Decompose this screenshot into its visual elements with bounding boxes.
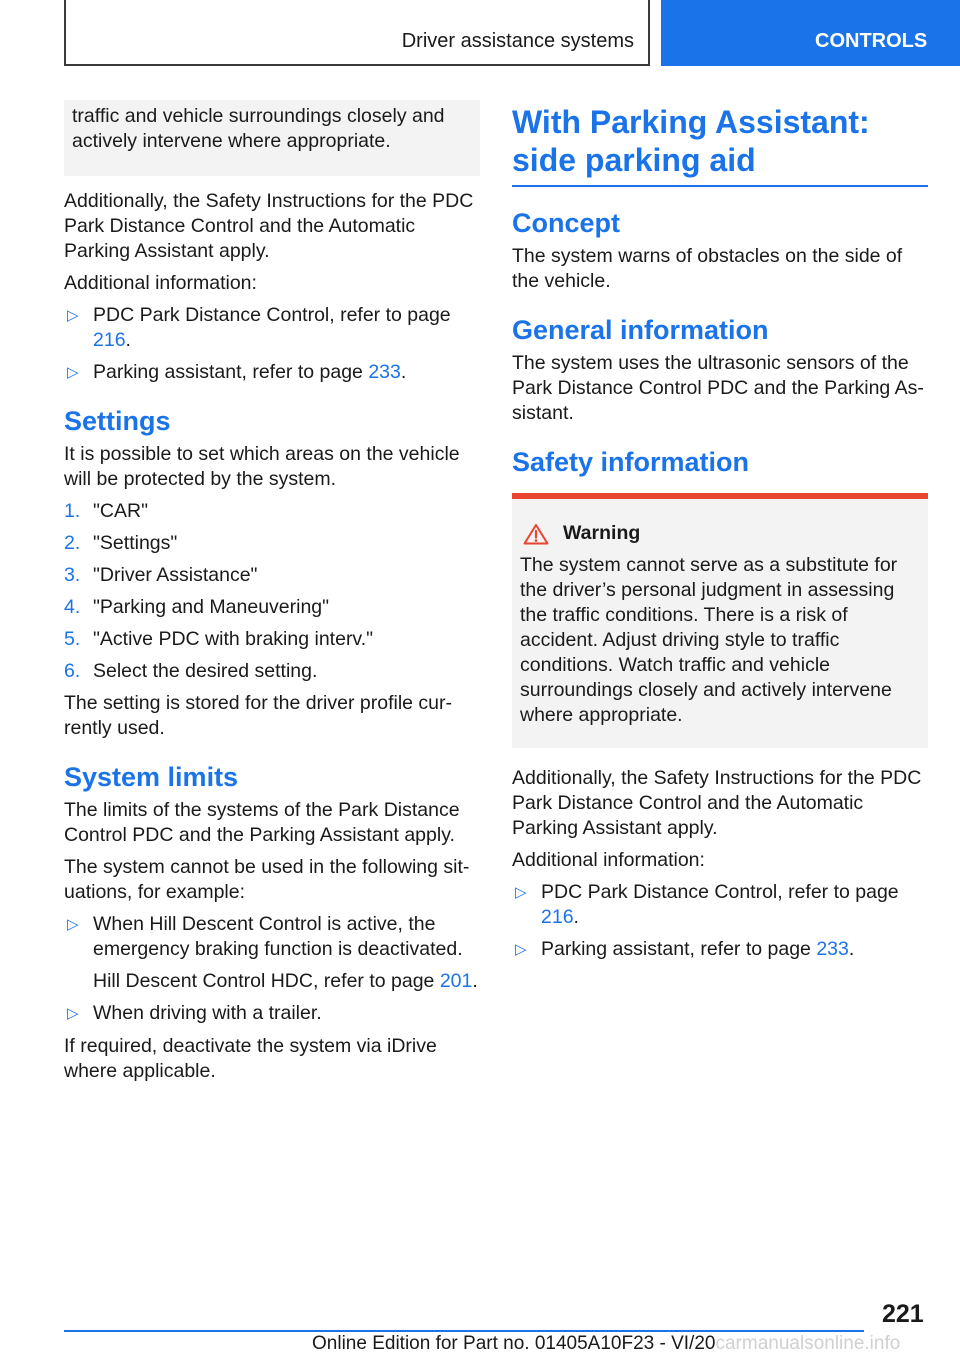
warning-title-row (520, 521, 920, 546)
page-link-216[interactable]: 216 (541, 906, 574, 928)
left-column (64, 100, 480, 1091)
list-item (64, 627, 480, 652)
page-link-201[interactable]: 201 (439, 970, 473, 992)
list-item (64, 531, 480, 556)
general-info-heading: General information (512, 315, 769, 345)
reference-list (64, 303, 480, 385)
page-link-233[interactable]: 233 (368, 361, 401, 383)
settings-steps (64, 499, 480, 684)
footer-edition (312, 1333, 900, 1355)
step-number: 3. (64, 564, 81, 586)
footer-divider (64, 1330, 864, 1332)
list-item: ▷ PDC Park Distance Control, refer to page 216. (515, 881, 899, 928)
list-item (64, 595, 480, 620)
step-number: 1. (64, 500, 81, 522)
step-text: "Parking and Maneuvering" (93, 596, 330, 618)
settings-intro: It is possible to set which areas on the vehicle will be protected by the system. (64, 443, 460, 490)
additional-info-label: Additional information: (512, 849, 705, 871)
step-text: "CAR" (93, 500, 149, 522)
settings-heading: Settings (64, 406, 171, 436)
chapter-tab[interactable] (661, 0, 960, 66)
system-limits-p2: The system cannot be used in the following situations, for example: (64, 856, 470, 903)
system-limits-p1: The limits of the systems of the Park Distance Control PDC and the Parking Assistant apply. (64, 799, 460, 846)
triangle-right-outline-icon: ▷ (67, 916, 79, 933)
system-limits-p3: If required, deactivate the system via iDrive where applicable. (64, 1035, 437, 1082)
list-item (64, 563, 480, 588)
page-link-233[interactable]: 233 (816, 938, 849, 960)
chapter-tab-label: CONTROLS (815, 30, 928, 52)
triangle-right-outline-icon: ▷ (67, 364, 79, 381)
concept-heading: Concept (512, 208, 620, 238)
warning-box (512, 493, 928, 748)
triangle-right-outline-icon: ▷ (515, 884, 527, 901)
list-item: ▷ PDC Park Distance Control, refer to page 216. (67, 304, 451, 351)
safety-info-heading: Safety information (512, 447, 750, 477)
general-info-text: The system uses the ultrasonic sensors of the Park Distance Control PDC and the Parking Assistant. (512, 352, 924, 424)
step-text: "Driver Assistance" (93, 564, 258, 586)
list-item (64, 499, 480, 524)
footer-watermark: carmanualsonline.info (715, 1333, 901, 1354)
triangle-right-outline-icon: ▷ (67, 307, 79, 324)
settings-note: The setting is stored for the driver profile currently used. (64, 692, 452, 739)
step-number: 2. (64, 532, 81, 554)
step-number: 5. (64, 628, 81, 650)
header-section-box (64, 0, 650, 66)
step-number: 6. (64, 660, 81, 682)
warning-note-continuation (64, 100, 480, 176)
chapter-heading: With Parking Assistant: side parking aid (512, 103, 928, 187)
step-text: "Settings" (93, 532, 178, 554)
additional-info-label: Additional information: (64, 272, 257, 294)
list-item: ▷ When driving with a trailer. (67, 1002, 322, 1024)
triangle-right-outline-icon: ▷ (515, 941, 527, 958)
hdc-reference: Hill Descent Control HDC, refer to page 201. (93, 970, 478, 992)
step-text: Select the desired setting. (93, 660, 318, 682)
step-number: 4. (64, 596, 81, 618)
concept-text: The system warns of obstacles on the side of the vehicle. (512, 245, 903, 292)
page-link-216[interactable]: 216 (93, 329, 126, 351)
header-section-title: Driver assistance systems (401, 30, 634, 52)
list-item: ▷ Parking assistant, refer to page 233. (67, 361, 407, 383)
reference-list (512, 880, 928, 962)
system-limits-list (64, 912, 480, 1026)
triangle-right-outline-icon: ▷ (67, 1005, 79, 1022)
warning-title: Warning (563, 522, 641, 544)
safety-instructions-paragraph: Additionally, the Safety Instructions for the PDC Park Distance Control and the Automatic Parking Assistant apply. (64, 190, 474, 262)
warning-note-continuation-text: traffic and vehicle surroundings closely and actively intervene where appropriate. (72, 105, 445, 152)
step-text: "Active PDC with braking interv." (93, 628, 374, 650)
page-number: 221 (882, 1300, 924, 1328)
warning-triangle-icon (523, 523, 549, 545)
right-column (512, 100, 928, 970)
warning-text: The system cannot serve as a substitute for the driver’s personal judgment in assessing the traffic conditions. There is a risk of accident. Adjust driving style to traffic conditions. Watch traffic and vehicle surroundings closely and actively intervene where appropriate. (520, 554, 898, 726)
footer-edition-text: Online Edition for Part no. 01405A10F23 - VI/20 (312, 1333, 716, 1354)
list-item: ▷ Parking assistant, refer to page 233. (515, 938, 855, 960)
safety-instructions-paragraph: Additionally, the Safety Instructions for the PDC Park Distance Control and the Automatic Parking Assistant apply. (512, 767, 922, 839)
list-item: ▷ When Hill Descent Control is active, the emergency braking function is deactivated. Hill Descent Control HDC, refer to page 201. (64, 912, 480, 994)
system-limits-heading: System limits (64, 762, 239, 792)
list-item (64, 659, 480, 684)
